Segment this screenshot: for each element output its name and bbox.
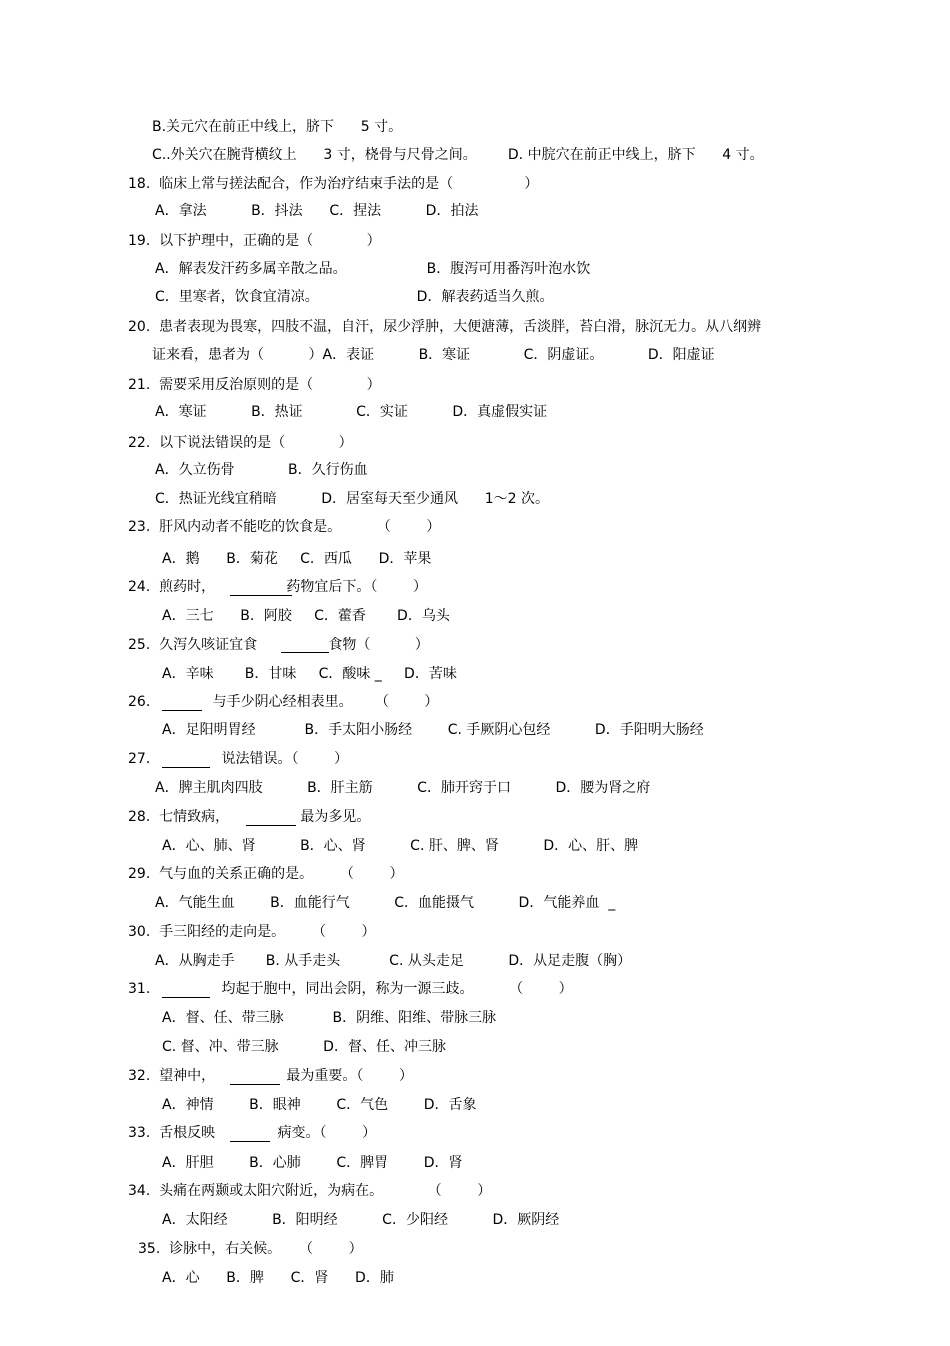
blank-underline (162, 767, 210, 768)
question-30: 30. 手三阳经的走向是。 （ ） (128, 924, 376, 940)
options-31-cd: C. 督、冲、带三脉 D．督、任、冲三脉 (162, 1039, 446, 1055)
blank-underline (246, 825, 296, 826)
options-23: A．鹅 B．菊花 C．西瓜 D．苹果 (162, 551, 432, 567)
question-21: 21. 需要采用反治原则的是（ ） (128, 377, 381, 393)
question-29: 29. 气与血的关系正确的是。 （ ） (128, 866, 404, 882)
blank-underline (162, 710, 202, 711)
question-34: 34. 头痛在两颞或太阳穴附近，为病在。 （ ） (128, 1183, 492, 1199)
options-19-ab: A．解表发汗药多属辛散之品。 B．腹泻可用番泻叶泡水饮 (155, 261, 591, 277)
question-31: 31. 均起于胞中，同出会阴，称为一源三歧。 （ ） (128, 981, 573, 997)
text-line: C..外关穴在腕背横纹上 3 寸，桡骨与尺骨之间。 D. 中脘穴在前正中线上，脐下 4 寸。 (152, 147, 764, 163)
question-27: 27. 说法错误。（ ） (128, 751, 349, 767)
question-24: 24. 煎药时， 药物宜后下。（ ） (128, 579, 427, 595)
blank-underline (281, 652, 329, 653)
blank-underline (162, 997, 210, 998)
blank-underline (230, 1141, 270, 1142)
question-32: 32. 望神中， 最为重要。（ ） (128, 1068, 413, 1084)
question-20-cont: 证来看，患者为（ ）A．表证 B．寒证 C．阴虚证。 D．阳虚证 (152, 347, 715, 363)
options-26: A．足阳明胃经 B．手太阳小肠经 C. 手厥阴心包经 D．手阳明大肠经 (162, 722, 704, 738)
text-line: B.关元穴在前正中线上，脐下 5 寸。 (152, 119, 403, 135)
options-18: A．拿法 B．抖法 C．捏法 D．拍法 (155, 203, 479, 219)
question-18: 18. 临床上常与搓法配合，作为治疗结束手法的是（ ） (128, 176, 539, 192)
blank-underline (230, 595, 292, 596)
question-23: 23. 肝风内动者不能吃的饮食是。 （ ） (128, 519, 441, 535)
options-27: A．脾主肌肉四肢 B．肝主筋 C．肺开窍于口 D．腰为肾之府 (155, 780, 651, 796)
question-33: 33. 舌根反映 病变。（ ） (128, 1125, 377, 1141)
question-20: 20. 患者表现为畏寒，四肢不温，自汗，尿少浮肿，大便溏薄，舌淡胖，苔白滑，脉沉无力。从八纲辨 (128, 319, 762, 335)
options-29: A．气能生血 B．血能行气 C．血能摄气 D．气能养血 _ (155, 895, 616, 911)
options-34: A．太阳经 B．阳明经 C．少阳经 D．厥阴经 (162, 1212, 560, 1228)
question-28: 28. 七情致病， 最为多见。 (128, 809, 371, 825)
options-21: A．寒证 B．热证 C．实证 D．真虚假实证 (155, 404, 548, 420)
options-22-cd: C．热证光线宜稍暗 D．居室每天至少通风 1～2 次。 (155, 491, 550, 507)
options-28: A．心、肺、肾 B．心、肾 C. 肝、脾、肾 D．心、肝、脾 (162, 838, 639, 854)
question-26: 26. 与手少阴心经相表里。 （ ） (128, 694, 439, 710)
question-25: 25. 久泻久咳证宜食 食物（ ） (128, 637, 429, 653)
question-22: 22. 以下说法错误的是（ ） (128, 435, 353, 451)
question-35: 35. 诊脉中，右关候。 （ ） (138, 1241, 363, 1257)
options-25: A．辛味 B．甘味 C．酸味 _ D．苦味 (162, 666, 457, 682)
options-24: A．三七 B．阿胶 C．藿香 D．乌头 (162, 608, 450, 624)
options-22-ab: A．久立伤骨 B．久行伤血 (155, 462, 368, 478)
options-33: A．肝胆 B．心肺 C．脾胃 D．肾 (162, 1155, 463, 1171)
options-32: A．神情 B．眼神 C．气色 D．舌象 (162, 1097, 477, 1113)
options-30: A．从胸走手 B. 从手走头 C. 从头走足 D．从足走腹（胸） (155, 953, 632, 969)
question-19: 19. 以下护理中，正确的是（ ） (128, 233, 381, 249)
options-31-ab: A．督、任、带三脉 B．阴维、阳维、带脉三脉 (162, 1010, 497, 1026)
blank-underline (230, 1084, 280, 1085)
options-35: A．心 B．脾 C．肾 D．肺 (162, 1270, 394, 1286)
options-19-cd: C．里寒者，饮食宜清凉。 D．解表药适当久煎。 (155, 289, 554, 305)
